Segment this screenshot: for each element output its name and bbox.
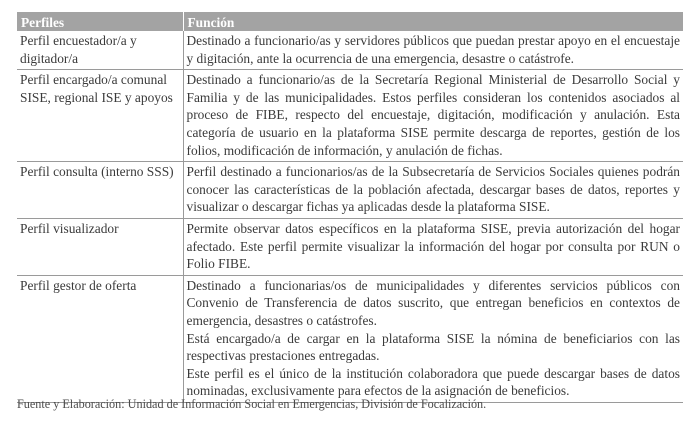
function-cell — [183, 162, 683, 219]
function-cell — [183, 275, 683, 402]
profile-cell: Perfil gestor de oferta — [17, 275, 183, 402]
profile-cell: Perfil visualizador — [17, 218, 183, 275]
function-cell — [183, 218, 683, 275]
table-source-caption: Fuente y Elaboración: Unidad de Información Social en Emergencias, División de Focalización. — [17, 397, 487, 411]
function-paragraph: Destinado a funcionario/as y servidores públicos que puedan prestar apoyo en el encuestaje y digitación, ante la ocurrencia de una emergencia, desastre o catástrofe. — [186, 33, 680, 66]
function-paragraph: Destinado a funcionarias/os de municipalidades y diferentes servicios públicos con Convenio de Transferencia de datos suscrito, que entregan beneficios en contextos de emergencia, desastres o catástrofes. — [186, 277, 680, 328]
table-row — [17, 275, 683, 402]
table-header-row — [17, 12, 683, 31]
function-paragraph: Permite observar datos específicos en la plataforma SISE, previa autorización del hogar afectado. Este perfil permite visualizar la información del hogar por consulta por RUN o Folio FIBE. — [186, 220, 680, 272]
profiles-table — [17, 12, 683, 403]
table-row — [17, 162, 683, 219]
profiles-table-container — [17, 12, 683, 403]
table-row — [17, 31, 683, 70]
function-cell — [183, 70, 683, 162]
profile-cell: Perfil encargado/a comunal SISE, regional ISE y apoyos — [17, 70, 183, 162]
function-paragraph: Está encargado/a de cargar en la plataforma SISE la nómina de beneficiarios con las respectivas prestaciones entregadas. — [186, 330, 680, 364]
header-perfiles: Perfiles — [17, 12, 183, 31]
header-funcion: Función — [183, 12, 683, 31]
table-row — [17, 70, 683, 162]
profile-cell: Perfil consulta (interno SSS) — [17, 162, 183, 219]
function-paragraph: Destinado a funcionario/as de la Secretaría Regional Ministerial de Desarrollo Social y Familia y de las municipalidades. Estos perfiles consideran los contenidos asociados al proceso de FIBE, respecto del encuestaje, digitación, modificación y anulación. Esta categoría de usuario en la plataforma SISE permite descarga de reportes, gestión de los folios, modificación de información, y anulación de fichas. — [186, 72, 680, 158]
profile-cell: Perfil encuestador/a y digitador/a — [17, 31, 183, 70]
function-cell — [183, 31, 683, 70]
function-paragraph: Perfil destinado a funcionarios/as de la Subsecretaría de Servicios Sociales quienes podrán conocer las características de la población afectada, descargar bases de datos, reportes y visualizar o descargar fichas ya aplicadas desde la plataforma SISE. — [186, 164, 680, 215]
table-row — [17, 218, 683, 275]
function-paragraph: Este perfil es el único de la institución colaboradora que puede descargar bases de datos nominadas, exclusivamente para efectos de la asignación de beneficios. — [186, 365, 680, 399]
